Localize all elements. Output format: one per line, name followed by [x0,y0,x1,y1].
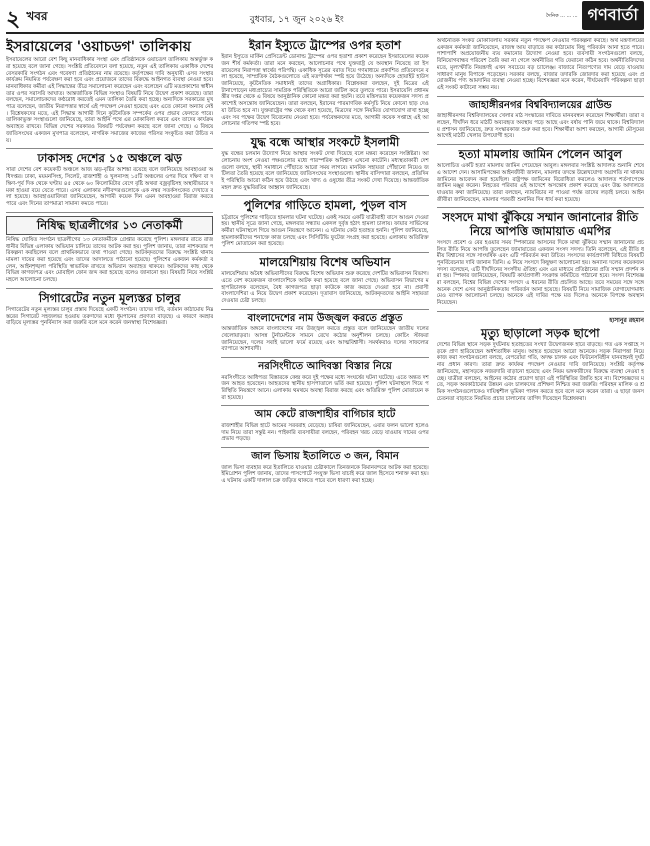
article-body: চট্টগ্রামে পুলিশের গাড়িতে হামলার ঘটনা ঘটেছে। একই সময়ে একটি যাত্রীবাহী বাসে আগুন দেওয়া হয়। স্থানীয় সূত্রে জানা গেছে, মঙ্গলবার সন্ধ্যায় একদল দুর্বৃত্ত হঠাৎ হামলা চালায়। ফায়ার সার্ভিসের কর্মীরা ঘটনাস্থলে গিয়ে আগুন নিয়ন্ত্রণে আনেন। এ ঘটনায় কেউ হতাহত হননি। পুলিশ জানিয়েছে, হামলাকারীদের শনাক্তে কাজ চলছে এবং সিসিটিভি ফুটেজ সংগ্রহ করা হয়েছে। এলাকায় অতিরিক্ত পুলিশ মোতায়েন করা হয়েছে। [221,214,429,248]
article-murder-bail [437,148,644,203]
article-war-trust [221,136,428,191]
article-road-accidents [437,315,644,403]
article-body: নিষিদ্ধ ঘোষিত সংগঠন ছাত্রলীগের ১৩ নেতাকর্মীকে গ্রেপ্তার করেছে পুলিশ। মঙ্গলবার রাতে রাজধানীর বিভিন্ন এলাকায় অভিযান চালিয়ে তাদের আটক করা হয়। পুলিশ জানায়, তারা নাশকতার পরিকল্পনা করছিলেন বলে প্রাথমিকভাবে তথ্য পাওয়া গেছে। আটককৃতদের বিরুদ্ধে সংশ্লিষ্ট থানায় মামলা দায়ের করা হয়েছে এবং তাদের আদালতে পাঠানো হয়েছে। পুলিশের একজন কর্মকর্তা বলেন, আইনশৃঙ্খলা পরিস্থিতি স্বাভাবিক রাখতে অভিযান অব্যাহত থাকবে। আটকদের কাছ থেকে বিভিন্ন কাগজপত্র এবং মোবাইল ফোন জব্দ করা হয়েছে বলেও জানানো হয়। বিষয়টি নিয়ে সংশ্লিষ্ট মহলে আলোচনা চলছে। [6,236,214,284]
article-economy [437,38,644,92]
article-police-car-attack [221,199,428,248]
divider [437,311,644,312]
article-headline: মালয়েশিয়ায় বিশেষ অভিযান [259,255,391,270]
article-storm-warning [6,152,213,207]
page-number: ২ [6,6,21,32]
divider [437,144,644,145]
article-body: অর্থনৈতিক সংকট মোকাবিলায় সরকার নতুন পদক্ষেপ নেওয়ার পরিকল্পনা করছে। অর্থ মন্ত্রণালয়ের একজন কর্মকর্তা জানিয়েছেন, রাজস্ব আয় বাড়াতে কর কাঠামোয় কিছু পরিবর্তন আনা হতে পারে। পাশাপাশি অপ্রয়োজনীয় ব্যয় কমানোর উদ্যোগ নেওয়া হবে। ব্যবসায়ী সংগঠনগুলো বলছে, বিনিয়োগবান্ধব পরিবেশ তৈরি করা না গেলে অর্থনীতির গতি ফেরানো কঠিন হবে। অর্থনীতিবিদদের মতে, মূল্যস্ফীতি নিয়ন্ত্রণই এখন সবচেয়ে বড় চ্যালেঞ্জ। বাজারে নিত্যপণ্যের দাম বেড়ে যাওয়ায় সাধারণ মানুষ বিপাকে পড়েছেন। সরকার বলছে, বাজার তদারকি জোরদার করা হয়েছে এবং প্রয়োজনীয় পণ্য আমদানির ব্যবস্থা নেওয়া হচ্ছে। বিশেষজ্ঞরা মনে করেন, দীর্ঘমেয়াদি পরিকল্পনা ছাড়া এই সংকট কাটানো সম্ভব নয়। [436,38,644,91]
article-body: দেশের বিভিন্ন স্থানে সড়ক দুর্ঘটনায় হতাহতের সংখ্যা উদ্বেগজনক হারে বাড়ছে। গত এক সপ্তাহে সড়কে প্রাণ হারিয়েছেন অর্ধশতাধিক মানুষ। আহত হয়েছেন আরো অনেকে। সড়ক নিরাপত্তা নিয়ে কাজ করা সংগঠনগুলো বলছে, বেপরোয়া গতি, অদক্ষ চালক এবং ফিটনেসবিহীন যানবাহনই দুর্ঘটনার প্রধান কারণ। তারা দ্রুত কার্যকর পদক্ষেপ নেওয়ার দাবি জানিয়েছে। সংশ্লিষ্ট কর্তৃপক্ষ জানিয়েছে, মহাসড়কে নজরদারি বাড়ানো হয়েছে এবং নিয়ম ভঙ্গকারীদের বিরুদ্ধে ব্যবস্থা নেওয়া হচ্ছে। যাত্রীরা বলছেন, আইনের কঠোর প্রয়োগ ছাড়া এই পরিস্থিতির উন্নতি হবে না। বিশেষজ্ঞদের মতে, সড়ক অবকাঠামোর উন্নয়ন এবং চালকদের প্রশিক্ষণ নিশ্চিত করা জরুরি। পরিবহন মালিক ও শ্রমিক সংগঠনগুলোকেও দায়িত্বশীল ভূমিকা পালন করতে হবে বলে মনে করেন তারা। এ ছাড়া জনসচেতনতা বাড়াতে নিয়মিত প্রচার চালানোর তাগিদ দিয়েছেন বিশ্লেষকরা। [436,342,644,402]
article-watchdog-list [6,39,213,144]
newspaper-brand [546,1,644,30]
divider [221,447,428,448]
article-headline: হত্যা মামলায় জামিন পেলেন আবুল [458,146,622,161]
brand-tagline: দৈনিক ... ... ... [546,12,578,19]
article-headline: মৃত্যু ছাড়ালো সড়ক ছাপো [480,325,600,340]
article-byline: হাসানুর রহমান [609,316,644,324]
article-chhatraleague-arrest [6,216,213,284]
divider [437,207,644,208]
article-body: ইসরায়েলের আরো বেশ কিছু মানবাধিকার সংস্থা এবং প্রতিষ্ঠানকে ওয়াচডগ তালিকায় অন্তর্ভুক্ত করা হয়েছে বলে জানা গেছে। সংশ্লিষ্ট প্রতিবেদনে বলা হয়েছে, নতুন এই তালিকায় একাধিক দেশের বেসরকারি সংগঠন এবং গবেষণা প্রতিষ্ঠানের নাম রয়েছে। কর্তৃপক্ষের দাবি অনুযায়ী এসব সংস্থার কার্যক্রম নিয়মিত পর্যবেক্ষণ করা হবে এবং প্রয়োজনে তাদের বিরুদ্ধে আইনগত ব্যবস্থা নেওয়া হবে। মানবাধিকার কর্মীরা এই সিদ্ধান্তের তীব্র সমালোচনা করেছেন এবং বলেছেন এটি মতপ্রকাশের স্বাধীনতার ওপর সরাসরি আঘাত। আন্তর্জাতিক বিভিন্ন সংস্থাও বিষয়টি নিয়ে উদ্বেগ প্রকাশ করেছে। তারা বলছেন, সমালোচকদের কণ্ঠরোধ করতেই এমন তালিকা তৈরি করা হচ্ছে। অন্যদিকে সরকারের মুখপাত্র বলেছেন, জাতীয় নিরাপত্তার স্বার্থে এই পদক্ষেপ নেওয়া হয়েছে এবং এতে কোনো অন্যায় নেই। বিশ্লেষকদের মতে, এই সিদ্ধান্ত আগামী দিনে কূটনৈতিক সম্পর্কের ওপর প্রভাব ফেলতে পারে। তালিকাভুক্ত সংস্থাগুলো জানিয়েছে, তারা আইনি পথে এর মোকাবিলা করবে এবং তাদের কার্যক্রম অব্যাহত রাখবে। বিভিন্ন দেশের সরকারও বিষয়টি পর্যবেক্ষণ করছে বলে জানা গেছে। এ বিষয়ে জাতিসংঘের একজন মুখপাত্র বলেছেন, নাগরিক সমাজের কাজের পরিসর সংকুচিত করা উচিত নয়। [6,57,214,144]
article-malaysia-drive [221,256,428,305]
article-headline: নিষিদ্ধ ছাত্রলীগের ১৩ নেতাকর্মী [6,216,213,235]
article-body: যুদ্ধ বন্ধের চলমান উদ্যোগ নিয়ে আস্থার সংকট দেখা দিয়েছে বলে মন্তব্য করেছেন সংশ্লিষ্টরা। আলোচনায় অংশ নেওয়া পক্ষগুলোর মধ্যে পারস্পরিক অবিশ্বাস এখনো কাটেনি। মধ্যস্থতাকারী দেশগুলো বলছে, স্থায়ী সমাধানে পৌঁছাতে আরো সময় লাগবে। মানবিক সহায়তা পৌঁছানো নিয়েও জটিলতা তৈরি হয়েছে বলে জানিয়েছে জাতিসংঘের সংস্থাগুলো। স্থানীয় বাসিন্দারা বলছেন, প্রতিদিনই পরিস্থিতি আরো কঠিন হয়ে উঠছে এবং খাদ্য ও ওষুধের তীব্র সংকট দেখা দিয়েছে। আন্তর্জাতিক মহল দ্রুত যুদ্ধবিরতির আহ্বান জানিয়েছে। [221,151,429,191]
divider [437,96,644,97]
article-headline: সংসদে মাথা ঝুঁকিয়ে সম্মান জানানোর রীতি নিয়ে আপত্তি জামায়াত এমপির [442,210,639,238]
article-rajshahi-mango [221,409,428,443]
article-headline: পুলিশের গাড়িতে হামলা, পুড়ল বাস [243,198,407,213]
article-body: জাহাঙ্গীরনগর বিশ্ববিদ্যালয়ের খেলার মাঠ সংস্কারের দাবিতে মানববন্ধন করেছেন শিক্ষার্থীরা। তারা বলছেন, দীর্ঘদিন ধরে মাঠটি অব্যবহৃত অবস্থায় পড়ে আছে এবং বর্ষায় পানি জমে থাকে। বিশ্ববিদ্যালয় প্রশাসন জানিয়েছে, দ্রুত সংস্কারকাজ শুরু করা হবে। শিক্ষার্থীরা আশা করছেন, আগামী মৌসুমের আগেই মাঠটি খেলার উপযোগী হবে। [436,113,644,140]
article-body: ইরান ইস্যুতে মার্কিন প্রেসিডেন্ট ডোনাল্ড ট্রাম্পের ওপর হতাশা প্রকাশ করেছেন ইসরায়েলের কয়েকজন শীর্ষ কর্মকর্তা। তারা মনে করছেন, আলোচনার পথে যুক্তরাষ্ট্র যে অবস্থান নিয়েছে তা ইসরায়েলের নিরাপত্তা স্বার্থের পরিপন্থি। একাধিক সূত্রের বরাত দিয়ে গণমাধ্যমে প্রকাশিত প্রতিবেদনে বলা হয়েছে, সাম্প্রতিক বৈঠকগুলোতে এই মতপার্থক্য স্পষ্ট হয়ে উঠেছে। অন্যদিকে হোয়াইট হাউস জানিয়েছে, কূটনৈতিক সমাধানই তাদের অগ্রাধিকার। বিশ্লেষকরা বলছেন, দুই মিত্রের এই টানাপোড়েন মধ্যপ্রাচ্যের সামগ্রিক পরিস্থিতিকে আরো জটিল করে তুলতে পারে। ইসরায়েলি প্রধানমন্ত্রীর দপ্তর থেকে এ বিষয়ে আনুষ্ঠানিক কোনো মন্তব্য করা হয়নি। তবে মন্ত্রিসভার কয়েকজন সদস্য প্রকাশ্যেই অসন্তোষ জানিয়েছেন। তারা বলছেন, ইরানের পারমাণবিক কর্মসূচি নিয়ে কোনো ছাড় দেওয়া উচিত হবে না। যুক্তরাষ্ট্রের পক্ষ থেকে বলা হয়েছে, মিত্রদের সঙ্গে নিয়মিত যোগাযোগ রাখা হচ্ছে এবং সব পক্ষের উদ্বেগ বিবেচনায় নেওয়া হবে। পর্যবেক্ষকদের মতে, আগামী কয়েক সপ্তাহে এই আলোচনার গতিপথ স্পষ্ট হবে। [221,54,429,128]
article-headline: ইসরায়েলের 'ওয়াচডগ' তালিকায় [6,39,191,55]
issue-date: বুধবার, ১৭ জুন ২০২৬ ইং [249,15,344,25]
divider [6,148,213,149]
column-middle [221,38,428,846]
article-headline: সিগারেটের নতুন মূল্যস্তর চালুর [38,290,181,305]
article-fake-visa [221,451,428,485]
article-body: সংসদে প্রবেশ ও বের হওয়ার সময় স্পিকারের আসনের দিকে মাথা ঝুঁকিয়ে সম্মান জানানোর প্রচলিত রীতি নিয়ে আপত্তি তুলেছেন জামায়াতের একজন সংসদ সদস্য। তিনি বলেছেন, এই রীতি ধর্মীয় বিশ্বাসের সঙ্গে সাংঘর্ষিক এবং এটি পরিবর্তন করা উচিত। সংসদের কার্যপ্রণালী বিধিতে বিষয়টি পুনর্বিবেচনার দাবি জানান তিনি। এ নিয়ে সংসদে কিছুক্ষণ আলোচনা হয়। অন্যান্য দলের কয়েকজন সদস্য বলেছেন, এটি দীর্ঘদিনের সংসদীয় ঐতিহ্য এবং এর মাধ্যমে প্রতিষ্ঠানের প্রতি সম্মান প্রদর্শন করা হয়। স্পিকার জানিয়েছেন, বিষয়টি কার্যপ্রণালী সংক্রান্ত কমিটিতে পাঠানো হবে। সংসদ বিশেষজ্ঞরা বলছেন, বিশ্বের বিভিন্ন দেশের সংসদে এ ধরনের রীতি প্রচলিত আছে। তবে সময়ের সঙ্গে সঙ্গে অনেক দেশে এসব আনুষ্ঠানিকতায় পরিবর্তন আনা হয়েছে। বিষয়টি নিয়ে সামাজিক যোগাযোগমাধ্যমেও ব্যাপক আলোচনা চলছে। অনেকে এই দাবির পক্ষে মত দিলেও অনেকে বিপক্ষে অবস্থান নিয়েছেন। [436,239,644,307]
article-headline: ইরান ইস্যুতে ট্রাম্পের ওপর হতাশ [249,38,401,52]
article-body: নরসিংদীতে আধিপত্য বিস্তারকে কেন্দ্র করে দুই পক্ষের মধ্যে সংঘর্ষের ঘটনা ঘটেছে। এতে অন্তত দশজন আহত হয়েছেন। আহতদের স্থানীয় হাসপাতালে ভর্তি করা হয়েছে। পুলিশ ঘটনাস্থলে গিয়ে পরিস্থিতি নিয়ন্ত্রণে আনে। এলাকায় থমথমে অবস্থা বিরাজ করছে এবং অতিরিক্ত পুলিশ মোতায়েন করা হয়েছে। [221,374,429,401]
article-headline: আম কেটে রাজশাহীর বাগিচার হাটে [254,409,396,421]
article-iran-trump [221,39,428,128]
article-body: সিগারেটের নতুন মূল্যস্তর চালুর প্রস্তাব দিয়েছে একটি সংগঠন। তাদের দাবি, বর্তমান কাঠামোয় নিম্নস্তরের সিগারেট সহজলভ্য হওয়ায় তরুণদের মধ্যে ধূমপানের প্রবণতা বাড়ছে। এ কারণে করহার বাড়িয়ে মূল্যস্তর পুনর্বিন্যাস করা জরুরি বলে মনে করেন জনস্বাস্থ্য বিশেষজ্ঞরা। [6,307,214,327]
column-left [6,38,213,846]
newspaper-logo: গণবার্তা [582,1,644,30]
divider [6,288,213,289]
article-headline: জাল ভিসায় ইতালিতে ৩ জন, বিমান [251,451,399,463]
divider [6,212,213,213]
article-body: মালয়েশিয়ায় অবৈধ অভিবাসীদের বিরুদ্ধে বিশেষ অভিযান শুরু করেছে দেশটির অভিবাসন বিভাগ। এতে বেশ কয়েকজন বাংলাদেশিকে আটক করা হয়েছে বলে জানা গেছে। অভিবাসন বিভাগের মহাপরিচালক বলেছেন, বৈধ কাগজপত্র ছাড়া কাউকে কাজ করতে দেওয়া হবে না। প্রবাসী বাংলাদেশিরা এ নিয়ে উদ্বেগ প্রকাশ করেছেন। দূতাবাস জানিয়েছে, আটককৃতদের আইনি সহায়তা দেওয়ার চেষ্টা চলছে। [221,271,429,305]
article-headline: ঢাকাসহ দেশের ১৫ অঞ্চলে ঝড় [37,151,182,166]
page-header-left [6,8,47,30]
section-name: খবর [26,9,48,23]
divider [221,309,428,310]
column-right [437,38,644,846]
divider [221,357,428,358]
article-body: জাল ভিসা ব্যবহার করে ইতালিতে যাওয়ার চেষ্টাকালে তিনজনকে বিমানবন্দরে আটক করা হয়েছে। ইমিগ্রেশন পুলিশ জানায়, তাদের পাসপোর্টে সংযুক্ত ভিসা যাচাই করে জাল হিসেবে শনাক্ত করা হয়। এ ঘটনায় একটি দালাল চক্র জড়িত থাকতে পারে বলে ধারণা করা হচ্ছে। [221,464,429,484]
divider [221,252,428,253]
article-body: সারা দেশের বেশ কয়েকটি অঞ্চলে আজ ঝড়-বৃষ্টির আশঙ্কা রয়েছে বলে জানিয়েছে আবহাওয়া অধিদপ্তর। ঢাকা, ময়মনসিংহ, সিলেট, রাজশাহী ও খুলনাসহ ১৫টি অঞ্চলের ওপর দিয়ে দক্ষিণ বা দক্ষিণ-পূর্ব দিক থেকে ঘণ্টায় ৪৫ থেকে ৬০ কিলোমিটার বেগে বৃষ্টি অথবা বজ্রবৃষ্টিসহ অস্থায়ীভাবে দমকা হাওয়া বয়ে যেতে পারে। এসব এলাকার নদীবন্দরগুলোকে এক নম্বর সতর্কসংকেত দেখাতে বলা হয়েছে। আবহাওয়াবিদরা জানিয়েছেন, আগামী কয়েক দিন এমন আবহাওয়া বিরাজ করতে পারে এবং দিনের তাপমাত্রা সামান্য কমতে পারে। [6,167,214,207]
article-narsingdi-clash [221,361,428,401]
article-parliament-custom [437,211,644,306]
article-body: আন্তর্জাতিক অঙ্গনে বাংলাদেশের নাম উজ্জ্বল করতে প্রস্তুত বলে জানিয়েছেন জাতীয় দলের খেলোয়াড়রা। আসন্ন টুর্নামেন্টকে সামনে রেখে কঠোর অনুশীলন চলছে। কোচিং স্টাফরা জানিয়েছেন, দলের সবাই ভালো ফর্মে রয়েছে এবং আত্মবিশ্বাসী। সমর্থকরাও দলের সাফল্যের ব্যাপারে আশাবাদী। [221,326,429,353]
article-headline: বাংলাদেশের নাম উজ্জ্বল করতে প্রস্তুত [247,312,403,324]
article-body: রাজশাহীর বিভিন্ন হাটে আমের সরবরাহ বেড়েছে। চাষিরা জানিয়েছেন, এবার ফলন ভালো হলেও দাম নিয়ে তারা সন্তুষ্ট নন। পাইকারি ব্যবসায়ীরা বলছেন, পরিবহন খরচ বেড়ে যাওয়ায় দামের ওপর প্রভাব পড়ছে। [221,422,429,443]
article-cigarette-price [6,292,213,327]
article-headline: নরসিংদীতে আদিবস্তা বিস্তার নিয়ে [258,361,392,373]
article-bangladesh-ready [221,313,428,353]
divider [221,132,428,133]
divider [221,195,428,196]
article-headline: যুদ্ধ বন্ধে আস্থার সংকটে ইসলামী [250,134,400,149]
article-jahangirnagar-ground [437,100,644,140]
masthead [6,4,644,34]
article-body: আলোচিত একটি হত্যা মামলায় জামিন পেয়েছেন আবুল। মঙ্গলবার সংশ্লিষ্ট আদালত শুনানি শেষে এ আদেশ দেন। আসামিপক্ষের আইনজীবী জানান, মামলার তদন্তে উল্লেখযোগ্য অগ্রগতি না থাকায় জামিনের আবেদন করা হয়েছিল। রাষ্ট্রপক্ষ জামিনের বিরোধিতা করলেও আদালত শর্তসাপেক্ষে জামিন মঞ্জুর করেন। নিহতের পরিবার এই আদেশে অসন্তোষ প্রকাশ করেছে এবং উচ্চ আদালতে যাওয়ার কথা জানিয়েছে। তারা বলছেন, ন্যায়বিচার না পাওয়া পর্যন্ত তাদের লড়াই চলবে। আইনজীবীরা জানিয়েছেন, মামলার পরবর্তী শুনানির দিন ধার্য করা হয়েছে। [436,163,644,203]
article-grid [6,38,644,846]
article-headline: জাহাঙ্গীরনগর বিশ্ববিদ্যালয়ের গ্রাউন্ড [469,99,612,111]
divider [221,405,428,406]
